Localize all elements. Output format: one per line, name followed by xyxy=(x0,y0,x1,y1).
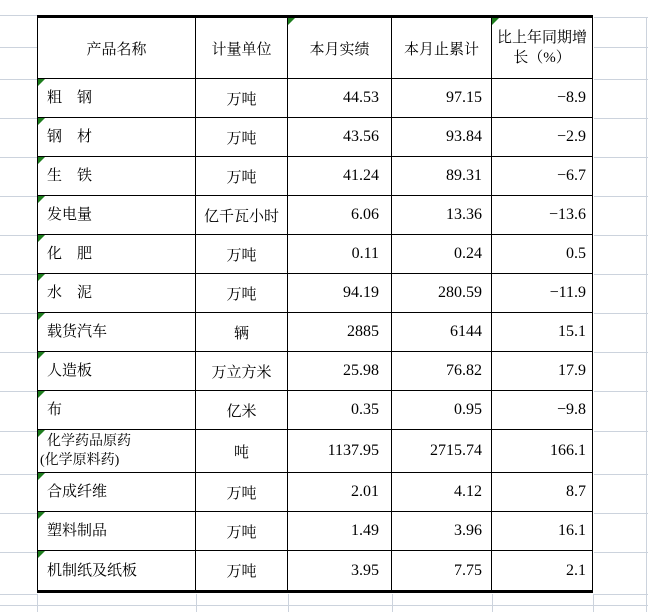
product-name-line1: 发电量 xyxy=(47,207,93,223)
gridline xyxy=(0,235,37,236)
gridline xyxy=(0,15,37,16)
month-actual-value: 6.06 xyxy=(351,206,379,223)
unit-value: 万吨 xyxy=(226,286,257,303)
growth-value: −2.9 xyxy=(556,128,586,145)
unit-cell[interactable] xyxy=(196,551,288,590)
product-name-line1: 人造板 xyxy=(47,363,93,379)
product-name xyxy=(47,562,137,580)
green-triangle-icon xyxy=(288,18,295,25)
unit-value: 亿千瓦小时 xyxy=(203,208,279,225)
green-triangle-icon xyxy=(492,18,499,25)
product-name xyxy=(40,432,131,470)
col-header-label: 产品名称 xyxy=(86,41,147,58)
gridline xyxy=(594,594,648,595)
growth-cell[interactable] xyxy=(492,196,592,234)
product-name-line1: 钢 材 xyxy=(47,129,93,145)
month-actual-cell[interactable] xyxy=(288,79,392,117)
gridline xyxy=(0,391,37,392)
cumulative-value: 13.36 xyxy=(446,206,482,223)
unit-cell[interactable] xyxy=(196,157,288,195)
growth-cell[interactable] xyxy=(492,473,592,511)
unit-value: 万吨 xyxy=(226,247,257,264)
gridline xyxy=(492,594,493,612)
growth-value: −9.8 xyxy=(556,401,586,418)
table-row xyxy=(38,352,592,391)
growth-value: 15.1 xyxy=(558,323,586,340)
product-name-cell[interactable] xyxy=(38,391,196,429)
cumulative-value: 76.82 xyxy=(446,362,482,379)
unit-cell[interactable] xyxy=(196,512,288,550)
cumulative-cell[interactable] xyxy=(392,274,492,312)
growth-cell[interactable] xyxy=(492,512,592,550)
green-triangle-icon xyxy=(38,196,45,203)
cumulative-value: 2715.74 xyxy=(430,442,482,459)
product-name-cell[interactable] xyxy=(38,118,196,156)
cumulative-value: 3.96 xyxy=(454,522,482,539)
gridline xyxy=(594,391,648,392)
table-row xyxy=(38,79,592,118)
unit-value: 万立方米 xyxy=(211,364,272,381)
cumulative-value: 280.59 xyxy=(438,284,482,301)
unit-cell[interactable] xyxy=(196,313,288,351)
gridline xyxy=(0,552,37,553)
gridline xyxy=(594,196,648,197)
month-actual-cell[interactable] xyxy=(288,512,392,550)
product-name-line1: 塑料制品 xyxy=(47,523,108,539)
month-actual-value: 44.53 xyxy=(343,89,379,106)
gridline xyxy=(594,552,648,553)
month-actual-value: 2.01 xyxy=(351,483,379,500)
unit-cell[interactable] xyxy=(196,235,288,273)
unit-cell[interactable] xyxy=(196,352,288,390)
month-actual-cell[interactable] xyxy=(288,274,392,312)
cumulative-cell[interactable] xyxy=(392,118,492,156)
gridline xyxy=(0,118,37,119)
gridline xyxy=(594,474,648,475)
month-actual-cell[interactable] xyxy=(288,235,392,273)
col-header-label: 计量单位 xyxy=(211,41,272,58)
gridline xyxy=(0,352,37,353)
growth-cell[interactable] xyxy=(492,235,592,273)
unit-value: 万吨 xyxy=(226,169,257,186)
growth-value: 166.1 xyxy=(550,442,586,459)
gridline xyxy=(196,594,197,612)
cumulative-value: 97.15 xyxy=(446,89,482,106)
month-actual-value: 2885 xyxy=(347,323,379,340)
table-row xyxy=(38,235,592,274)
gridline xyxy=(594,235,648,236)
month-actual-cell[interactable] xyxy=(288,313,392,351)
unit-cell[interactable] xyxy=(196,274,288,312)
gridline xyxy=(0,474,37,475)
gridline xyxy=(0,47,37,48)
unit-cell[interactable] xyxy=(196,118,288,156)
month-actual-value: 94.19 xyxy=(343,284,379,301)
table-row xyxy=(38,274,592,313)
growth-value: 17.9 xyxy=(558,362,586,379)
table-header-row xyxy=(38,18,592,79)
col-header-month-actual[interactable] xyxy=(288,18,392,78)
product-name xyxy=(47,167,92,185)
gridline xyxy=(0,79,37,80)
growth-cell[interactable] xyxy=(492,352,592,390)
product-name xyxy=(47,362,92,380)
gridline xyxy=(646,17,647,612)
month-actual-cell[interactable] xyxy=(288,391,392,429)
cumulative-value: 6144 xyxy=(450,323,482,340)
cumulative-cell[interactable] xyxy=(392,551,492,590)
product-name-cell[interactable] xyxy=(38,313,196,351)
table-row xyxy=(38,430,592,473)
month-actual-cell[interactable] xyxy=(288,551,392,590)
cumulative-cell[interactable] xyxy=(392,196,492,234)
product-name-line1: 载货汽车 xyxy=(47,324,108,340)
month-actual-cell[interactable] xyxy=(288,430,392,472)
product-name-cell[interactable] xyxy=(38,274,196,312)
growth-cell[interactable] xyxy=(492,391,592,429)
growth-cell[interactable] xyxy=(492,79,592,117)
cumulative-cell[interactable] xyxy=(392,512,492,550)
cumulative-value: 0.24 xyxy=(454,245,482,262)
product-name-line1: 机制纸及纸板 xyxy=(47,562,138,579)
cumulative-cell[interactable] xyxy=(392,391,492,429)
product-name-cell[interactable] xyxy=(38,430,196,472)
green-triangle-icon xyxy=(38,473,45,480)
product-name-line1: 水 泥 xyxy=(47,285,93,301)
month-actual-value: 3.95 xyxy=(351,561,379,579)
cumulative-value: 7.75 xyxy=(454,561,482,579)
growth-cell[interactable] xyxy=(492,118,592,156)
gridline xyxy=(0,513,37,514)
unit-cell[interactable] xyxy=(196,430,288,472)
month-actual-value: 1137.95 xyxy=(327,442,379,459)
table-row xyxy=(38,512,592,551)
gridline xyxy=(0,431,37,432)
table-row xyxy=(38,313,592,352)
green-triangle-icon xyxy=(38,235,45,242)
month-actual-value: 0.11 xyxy=(351,245,379,262)
product-name xyxy=(47,401,62,419)
cumulative-value: 4.12 xyxy=(454,483,482,500)
gridline xyxy=(0,594,37,595)
growth-value: −13.6 xyxy=(548,206,586,223)
gridline xyxy=(594,352,648,353)
product-name-cell[interactable] xyxy=(38,196,196,234)
product-name-line1: 生 铁 xyxy=(47,168,93,184)
green-triangle-icon xyxy=(38,512,45,519)
gridline xyxy=(594,513,648,514)
product-name xyxy=(47,245,92,263)
green-triangle-icon xyxy=(38,274,45,281)
col-header-label-line2: 长（%） xyxy=(513,50,571,66)
month-actual-cell[interactable] xyxy=(288,473,392,511)
gridline xyxy=(594,79,648,80)
cumulative-cell[interactable] xyxy=(392,352,492,390)
col-header-label: 本月止累计 xyxy=(403,41,479,58)
cumulative-cell[interactable] xyxy=(392,473,492,511)
month-actual-cell[interactable] xyxy=(288,352,392,390)
product-name-line1: 布 xyxy=(47,402,63,418)
product-name-cell[interactable] xyxy=(38,235,196,273)
table-row xyxy=(38,118,592,157)
growth-value: −8.9 xyxy=(556,89,586,106)
month-actual-value: 1.49 xyxy=(351,522,379,539)
gridline xyxy=(594,157,648,158)
table-row xyxy=(38,391,592,430)
col-header-product-name[interactable] xyxy=(38,18,196,78)
product-name-line1: 化 肥 xyxy=(47,246,93,262)
product-name-cell[interactable] xyxy=(38,551,196,590)
gridline xyxy=(594,47,648,48)
product-name xyxy=(47,89,92,107)
unit-value: 万吨 xyxy=(226,91,257,108)
growth-value: −6.7 xyxy=(556,167,586,184)
month-actual-value: 0.35 xyxy=(351,401,379,418)
col-header-label: 本月实绩 xyxy=(309,41,370,58)
product-name-cell[interactable] xyxy=(38,79,196,117)
unit-cell[interactable] xyxy=(196,391,288,429)
product-name-cell[interactable] xyxy=(38,352,196,390)
gridline xyxy=(37,594,38,612)
gridline xyxy=(594,17,648,18)
unit-value: 吨 xyxy=(233,444,249,461)
gridline xyxy=(0,313,37,314)
col-header-growth[interactable] xyxy=(492,18,592,78)
product-name xyxy=(47,483,107,501)
month-actual-value: 43.56 xyxy=(343,128,379,145)
table-row xyxy=(38,551,592,590)
gridline xyxy=(594,118,648,119)
growth-value: −11.9 xyxy=(549,284,586,301)
gridline xyxy=(0,157,37,158)
product-name xyxy=(47,128,92,146)
unit-value: 万吨 xyxy=(226,130,257,147)
growth-value: 16.1 xyxy=(558,522,586,539)
cumulative-value: 0.95 xyxy=(454,401,482,418)
growth-cell[interactable] xyxy=(492,551,592,590)
green-triangle-icon xyxy=(38,157,45,164)
green-triangle-icon xyxy=(38,430,45,437)
green-triangle-icon xyxy=(38,79,45,86)
growth-value: 2.1 xyxy=(566,561,586,579)
product-name-line1: 粗 钢 xyxy=(47,90,93,106)
product-name xyxy=(47,522,107,540)
gridline xyxy=(0,605,648,606)
month-actual-cell[interactable] xyxy=(288,196,392,234)
col-header-unit[interactable] xyxy=(196,18,288,78)
growth-cell[interactable] xyxy=(492,313,592,351)
cumulative-cell[interactable] xyxy=(392,430,492,472)
growth-cell[interactable] xyxy=(492,157,592,195)
gridline xyxy=(594,431,648,432)
unit-value: 万吨 xyxy=(226,485,257,502)
product-name xyxy=(47,206,92,224)
month-actual-cell[interactable] xyxy=(288,118,392,156)
month-actual-value: 41.24 xyxy=(343,167,379,184)
cumulative-cell[interactable] xyxy=(392,313,492,351)
unit-value: 辆 xyxy=(233,325,249,342)
gridline xyxy=(392,594,393,612)
green-triangle-icon xyxy=(38,118,45,125)
table-row xyxy=(38,157,592,196)
green-triangle-icon xyxy=(38,551,45,558)
gridline xyxy=(594,313,648,314)
product-name xyxy=(47,284,92,302)
gridline xyxy=(593,594,594,612)
unit-cell[interactable] xyxy=(196,473,288,511)
cumulative-value: 89.31 xyxy=(446,167,482,184)
product-name-line1: 化学药品原药 xyxy=(47,434,131,449)
growth-cell[interactable] xyxy=(492,430,592,472)
gridline xyxy=(0,274,37,275)
green-triangle-icon xyxy=(38,313,45,320)
green-triangle-icon xyxy=(38,391,45,398)
cumulative-value: 93.84 xyxy=(446,128,482,145)
growth-value: 0.5 xyxy=(566,245,586,262)
product-name xyxy=(47,323,107,341)
month-actual-value: 25.98 xyxy=(343,362,379,379)
unit-value: 万吨 xyxy=(226,564,257,580)
cumulative-cell[interactable] xyxy=(392,157,492,195)
cumulative-cell[interactable] xyxy=(392,79,492,117)
product-name-cell[interactable] xyxy=(38,512,196,550)
gridline xyxy=(0,196,37,197)
table-row xyxy=(38,196,592,235)
unit-cell[interactable] xyxy=(196,196,288,234)
month-actual-cell[interactable] xyxy=(288,157,392,195)
green-triangle-icon xyxy=(38,352,45,359)
gridline xyxy=(288,594,289,612)
unit-value: 万吨 xyxy=(226,524,257,541)
gridline xyxy=(594,274,648,275)
unit-value: 亿米 xyxy=(226,403,257,420)
product-name-cell[interactable] xyxy=(38,157,196,195)
growth-value: 8.7 xyxy=(566,483,586,500)
product-name-line1: 合成纤维 xyxy=(47,484,108,500)
unit-cell[interactable] xyxy=(196,79,288,117)
col-header-cumulative[interactable] xyxy=(392,18,492,78)
cumulative-cell[interactable] xyxy=(392,235,492,273)
production-table xyxy=(37,15,593,593)
table-body xyxy=(38,79,592,590)
product-name-line2: (化学原料药) xyxy=(40,453,120,468)
col-header-label-line1: 比上年同期增 xyxy=(496,30,587,46)
growth-cell[interactable] xyxy=(492,274,592,312)
product-name-cell[interactable] xyxy=(38,473,196,511)
table-row xyxy=(38,473,592,512)
